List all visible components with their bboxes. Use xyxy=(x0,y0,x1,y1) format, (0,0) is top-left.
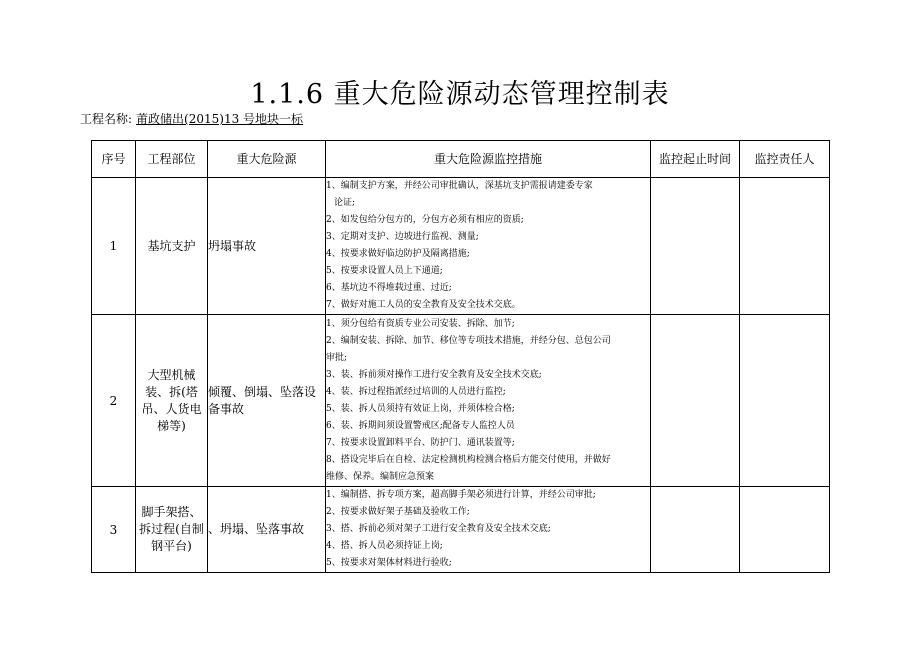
row-seq: 3 xyxy=(92,487,136,573)
measure-line: 8、搭设完毕后在自检、法定检测机构检测合格后方能交付使用，并做好 xyxy=(326,454,611,465)
row-part: 基坑支护 xyxy=(136,178,208,315)
measure-line: 7、做好对施工人员的安全教育及安全技术交底。 xyxy=(326,300,521,310)
project-name-line xyxy=(80,111,303,127)
header-hazard: 重大危险源 xyxy=(208,141,326,178)
measure-line: 1、须分包给有资质专业公司安装、拆除、加节; xyxy=(326,318,515,329)
row-time xyxy=(651,315,740,487)
row-responsible xyxy=(740,487,830,573)
row-time xyxy=(651,487,740,573)
measure-line: 5、按要求对架体材料进行验收; xyxy=(326,558,452,568)
table-row xyxy=(92,315,830,487)
page-title: 1.1.6 重大危险源动态管理控制表 xyxy=(250,79,670,110)
measure-line: 1、编制搭、拆专项方案，超高脚手架必须进行计算，并经公司审批; xyxy=(326,490,596,500)
header-measures: 重大危险源监控措施 xyxy=(326,141,651,178)
header-responsible: 监控责任人 xyxy=(740,141,830,178)
measure-line: 3、定期对支护、边坡进行监视、测量; xyxy=(326,232,479,242)
header-seq: 序号 xyxy=(92,141,136,178)
measure-line: 7、按要求设置卸料平台、防护门、通讯装置等; xyxy=(326,437,515,448)
measure-line: 6、基坑边不得堆载过重、过近; xyxy=(326,283,452,293)
measure-line: 5、按要求设置人员上下通道; xyxy=(326,266,443,276)
header-part: 工程部位 xyxy=(136,141,208,178)
row-hazard: 倾覆、倒塌、坠落设备事故 xyxy=(208,315,326,487)
measure-line: 3、装、拆前须对操作工进行安全教育及安全技术交底; xyxy=(326,369,542,380)
project-name: 莆政储出(2015)13 号地块一标 xyxy=(136,112,304,126)
row-hazard: 、坍塌、坠落事故 xyxy=(208,487,326,573)
measure-line: 1、编制支护方案，并经公司审批确认，深基坑支护需报请建委专家 xyxy=(326,181,593,191)
row-measures xyxy=(326,487,651,573)
row-hazard: 坍塌事故 xyxy=(208,178,326,315)
measure-line: 维修、保养。编制应急预案 xyxy=(326,471,435,482)
row-seq: 2 xyxy=(92,315,136,487)
measure-line: 4、搭、拆人员必须持证上岗; xyxy=(326,541,443,551)
measure-line: 2、如发包给分包方的，分包方必须有相应的资质; xyxy=(326,215,524,225)
measure-line: 4、装、拆过程指派经过培训的人员进行监控; xyxy=(326,386,506,397)
project-label: 工程名称: xyxy=(80,112,133,126)
row-responsible xyxy=(740,178,830,315)
table-row xyxy=(92,487,830,573)
row-part: 脚手架搭、拆过程(自制钢平台) xyxy=(136,487,208,573)
header-row xyxy=(92,141,830,178)
row-part: 大型机械装、拆(塔吊、人货电梯等) xyxy=(136,315,208,487)
row-responsible xyxy=(740,315,830,487)
measure-line: 2、编制安装、拆除、加节、移位等专项技术措施，并经分包、总包公司 xyxy=(326,335,611,346)
measure-line: 审批; xyxy=(326,352,348,363)
row-time xyxy=(651,178,740,315)
row-measures xyxy=(326,315,651,487)
row-seq: 1 xyxy=(92,178,136,315)
measure-line: 2、按要求做好架子基础及验收工作; xyxy=(326,507,470,517)
measure-line: 5、装、拆人员须持有效证上岗，并须体检合格; xyxy=(326,403,515,414)
measure-line: 6、装、拆期间须设置警戒区;配备专人监控人员 xyxy=(326,420,515,431)
measure-line: 3、搭、拆前必须对架子工进行安全教育及安全技术交底; xyxy=(326,524,551,534)
measure-line: 论证; xyxy=(334,198,356,208)
measure-line: 4、按要求做好临边防护及隔离措施; xyxy=(326,249,470,259)
table-row xyxy=(92,178,830,315)
header-time: 监控起止时间 xyxy=(651,141,740,178)
hazard-control-table xyxy=(91,140,830,573)
row-measures xyxy=(326,178,651,315)
